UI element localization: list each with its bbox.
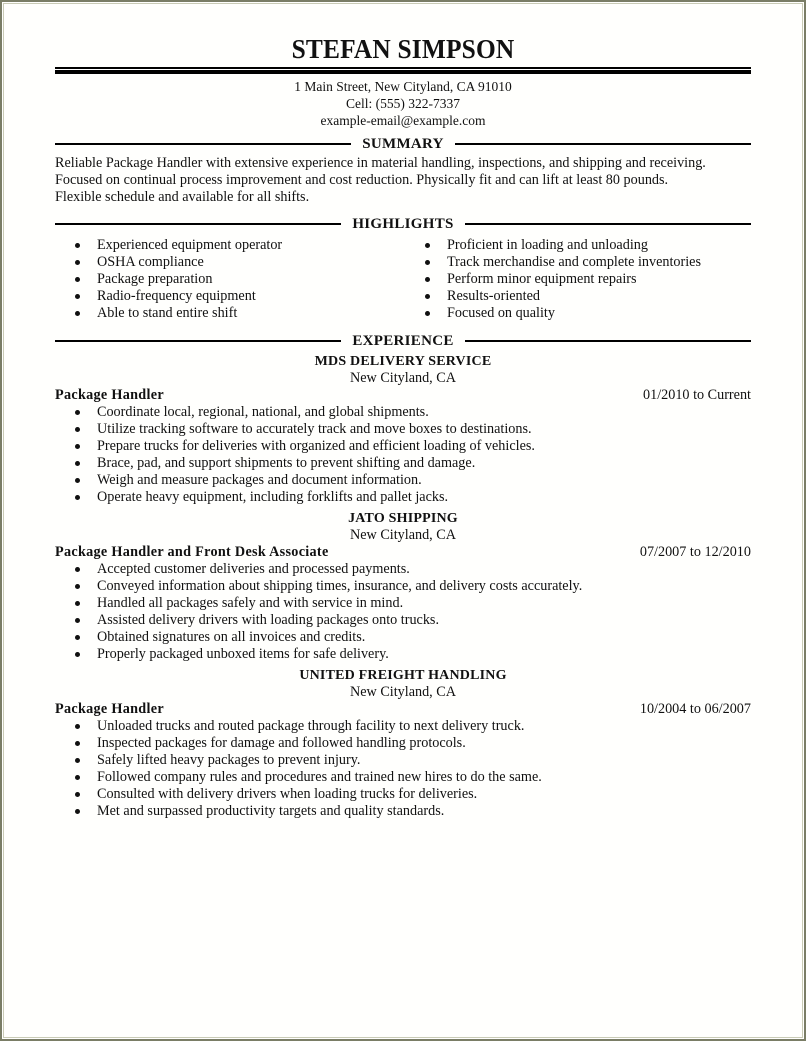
- bullet-icon: [75, 635, 80, 640]
- contact-block: [55, 78, 751, 129]
- bullet-icon: [75, 584, 80, 589]
- highlights-left-column: [55, 237, 405, 322]
- bullet-icon: [425, 294, 430, 299]
- role-row: [55, 544, 751, 561]
- list-item: Consulted with delivery drivers when loading trucks for deliveries.: [55, 786, 751, 803]
- list-item: Assisted delivery drivers with loading packages onto trucks.: [55, 612, 751, 629]
- summary-text: [55, 155, 751, 206]
- list-item: Conveyed information about shipping times, insurance, and delivery costs accurately.: [55, 578, 751, 595]
- list-item: Results-oriented: [405, 288, 751, 305]
- list-item: Experienced equipment operator: [55, 237, 405, 254]
- list-item: Accepted customer deliveries and processed payments.: [55, 561, 751, 578]
- list-item: Handled all packages safely and with service in mind.: [55, 595, 751, 612]
- job-title: Package Handler: [55, 387, 164, 403]
- list-item: Able to stand entire shift: [55, 305, 405, 322]
- list-item: Perform minor equipment repairs: [405, 271, 751, 288]
- header-divider: [55, 67, 751, 74]
- list-item: Focused on quality: [405, 305, 751, 322]
- bullet-icon: [75, 618, 80, 623]
- list-item: Coordinate local, regional, national, and global shipments.: [55, 404, 751, 421]
- bullet-icon: [425, 243, 430, 248]
- highlights-list: [55, 237, 751, 322]
- contact-phone: Cell: (555) 322-7337: [346, 96, 460, 111]
- bullet-icon: [75, 427, 80, 432]
- job-location: New Cityland, CA: [349, 370, 456, 386]
- job-entry: [55, 353, 751, 506]
- divider-line: [465, 340, 751, 342]
- list-item: Prepare trucks for deliveries with organized and efficient loading of vehicles.: [55, 438, 751, 455]
- list-item: Met and surpassed productivity targets and quality standards.: [55, 803, 751, 820]
- bullet-icon: [75, 775, 80, 780]
- list-item: Package preparation: [55, 271, 405, 288]
- job-title: Package Handler: [55, 701, 164, 717]
- list-item: Brace, pad, and support shipments to prevent shifting and damage.: [55, 455, 751, 472]
- list-item: Obtained signatures on all invoices and credits.: [55, 629, 751, 646]
- list-item: Utilize tracking software to accurately track and move boxes to destinations.: [55, 421, 751, 438]
- bullet-icon: [75, 792, 80, 797]
- summary-line: Flexible schedule and available for all shifts.: [55, 189, 310, 205]
- role-row: [55, 701, 751, 718]
- divider-line: [465, 223, 751, 225]
- candidate-name: STEFAN SIMPSON: [291, 34, 515, 64]
- bullet-icon: [75, 277, 80, 282]
- list-item: Radio-frequency equipment: [55, 288, 405, 305]
- bullet-icon: [75, 495, 80, 500]
- section-title: HIGHLIGHTS: [352, 215, 454, 232]
- bullet-icon: [75, 461, 80, 466]
- contact-address: 1 Main Street, New Cityland, CA 91010: [294, 79, 512, 94]
- list-item: Proficient in loading and unloading: [405, 237, 751, 254]
- section-title: SUMMARY: [362, 135, 444, 152]
- list-item: OSHA compliance: [55, 254, 405, 271]
- job-bullets: [55, 404, 751, 506]
- list-item: Unloaded trucks and routed package through facility to next delivery truck.: [55, 718, 751, 735]
- bullet-icon: [75, 601, 80, 606]
- job-location: New Cityland, CA: [349, 684, 456, 700]
- resume-page: [55, 0, 751, 820]
- divider-line: [55, 223, 341, 225]
- list-item: Track merchandise and complete inventories: [405, 254, 751, 271]
- bullet-icon: [75, 478, 80, 483]
- bullet-icon: [75, 410, 80, 415]
- company-name: MDS DELIVERY SERVICE: [314, 354, 492, 369]
- summary-heading: [55, 134, 751, 154]
- list-item: Properly packaged unboxed items for safe delivery.: [55, 646, 751, 663]
- role-row: [55, 387, 751, 404]
- list-item: Safely lifted heavy packages to prevent injury.: [55, 752, 751, 769]
- bullet-icon: [75, 652, 80, 657]
- job-bullets: [55, 561, 751, 663]
- job-bullets: [55, 718, 751, 820]
- bullet-icon: [75, 741, 80, 746]
- bullet-icon: [75, 567, 80, 572]
- company-name: JATO SHIPPING: [348, 511, 458, 526]
- bullet-icon: [425, 260, 430, 265]
- job-entry: [55, 510, 751, 663]
- list-item: Inspected packages for damage and followed handling protocols.: [55, 735, 751, 752]
- bullet-icon: [75, 724, 80, 729]
- bullet-icon: [425, 311, 430, 316]
- job-dates: 10/2004 to 06/2007: [639, 701, 751, 717]
- job-dates: 07/2007 to 12/2010: [639, 544, 751, 560]
- job-title: Package Handler and Front Desk Associate: [55, 544, 329, 560]
- bullet-icon: [75, 311, 80, 316]
- divider-line: [55, 340, 341, 342]
- company-name: UNITED FREIGHT HANDLING: [299, 668, 507, 683]
- highlights-right-column: [405, 237, 751, 322]
- job-dates: 01/2010 to Current: [643, 387, 751, 403]
- experience-heading: [55, 331, 751, 351]
- job-location: New Cityland, CA: [349, 527, 456, 543]
- bullet-icon: [75, 260, 80, 265]
- bullet-icon: [425, 277, 430, 282]
- bullet-icon: [75, 243, 80, 248]
- list-item: Weigh and measure packages and document information.: [55, 472, 751, 489]
- summary-line: Focused on continual process improvement and cost reduction. Physically fit and can lift at least 80 pounds.: [55, 172, 669, 188]
- bullet-icon: [75, 809, 80, 814]
- list-item: Operate heavy equipment, including forklifts and pallet jacks.: [55, 489, 751, 506]
- job-entry: [55, 667, 751, 820]
- summary-line: Reliable Package Handler with extensive experience in material handling, inspections, and shipping and receiving.: [55, 155, 706, 171]
- divider-line: [55, 143, 351, 145]
- bullet-icon: [75, 758, 80, 763]
- list-item: Followed company rules and procedures and trained new hires to do the same.: [55, 769, 751, 786]
- bullet-icon: [75, 444, 80, 449]
- section-title: EXPERIENCE: [352, 332, 454, 349]
- highlights-heading: [55, 214, 751, 234]
- bullet-icon: [75, 294, 80, 299]
- divider-line: [455, 143, 751, 145]
- contact-email: example-email@example.com: [320, 113, 486, 128]
